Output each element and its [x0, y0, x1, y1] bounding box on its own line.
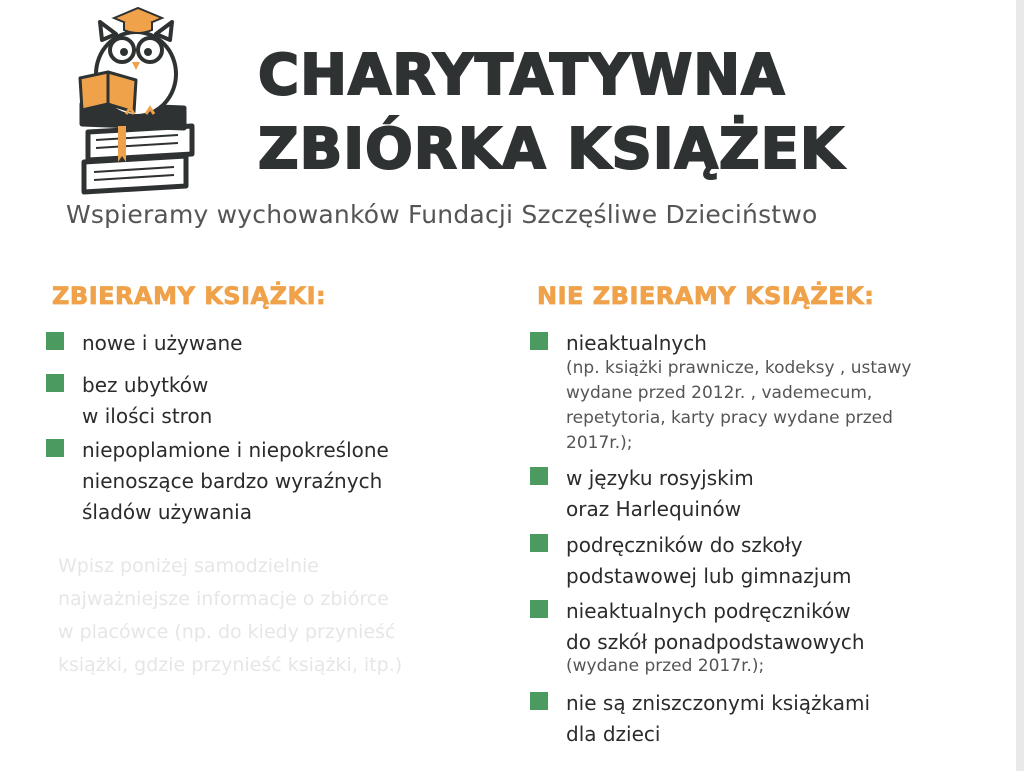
item-line: oraz Harlequinów [566, 497, 742, 521]
item-line: nienoszące bardzo wyraźnych [82, 469, 383, 493]
item-note [566, 356, 911, 456]
item-line: bez ubytków [82, 373, 209, 397]
item-line: nie są zniszczonymi książkami [566, 691, 871, 715]
bullet-square-icon [530, 332, 548, 350]
title-line-1: CHARYTATYWNA [258, 43, 786, 108]
item-line: śladów używania [82, 500, 252, 524]
item-line: do szkół ponadpodstawowych [566, 630, 865, 654]
bullet-square-icon [46, 332, 64, 350]
note-line: (np. książki prawnicze, kodeksy , ustawy [566, 358, 912, 378]
placeholder-line: Wpisz poniżej samodzielnie [58, 555, 319, 577]
bullet-square-icon [530, 467, 548, 485]
bullet-square-icon [530, 534, 548, 552]
item-line: w ilości stron [82, 404, 213, 428]
item-note [566, 654, 764, 679]
note-line: 2017r.); [566, 433, 633, 453]
placeholder-line: książki, gdzie przynieść książki, itp.) [58, 654, 403, 676]
subtitle: Wspieramy wychowanków Fundacji Szczęśliwe Dzieciństwo [66, 200, 818, 229]
note-line: repetytoria, karty pracy wydane przed [566, 408, 893, 428]
item-line: nowe i używane [82, 331, 243, 355]
note-line: (wydane przed 2017r.); [566, 656, 765, 676]
note-line: wydane przed 2012r. , vademecum, [566, 383, 873, 403]
item-line: podręczników do szkoły [566, 533, 803, 557]
item-line: podstawowej lub gimnazjum [566, 564, 852, 588]
bullet-square-icon [46, 439, 64, 457]
title-line-2: ZBIÓRKA KSIĄŻEK [258, 117, 845, 182]
item-line: niepoplamione i niepokreślone [82, 438, 389, 462]
bullet-square-icon [530, 600, 548, 618]
page-edge [1016, 0, 1024, 771]
item-line: w języku rosyjskim [566, 466, 754, 490]
bullet-square-icon [46, 374, 64, 392]
collect-heading: ZBIERAMY KSIĄŻKI: [52, 282, 327, 310]
item-line: dla dzieci [566, 722, 661, 746]
placeholder-line: najważniejsze informacje o zbiórce [58, 588, 389, 610]
bullet-square-icon [530, 692, 548, 710]
placeholder-line: w placówce (np. do kiedy przynieść [58, 621, 396, 643]
placeholder-instructions [58, 550, 402, 682]
owl-logo-icon [74, 4, 198, 198]
item-line: nieaktualnych podręczników [566, 599, 851, 623]
item-line: nieaktualnych [566, 331, 707, 355]
not-collect-heading: NIE ZBIERAMY KSIĄŻEK: [537, 282, 875, 310]
